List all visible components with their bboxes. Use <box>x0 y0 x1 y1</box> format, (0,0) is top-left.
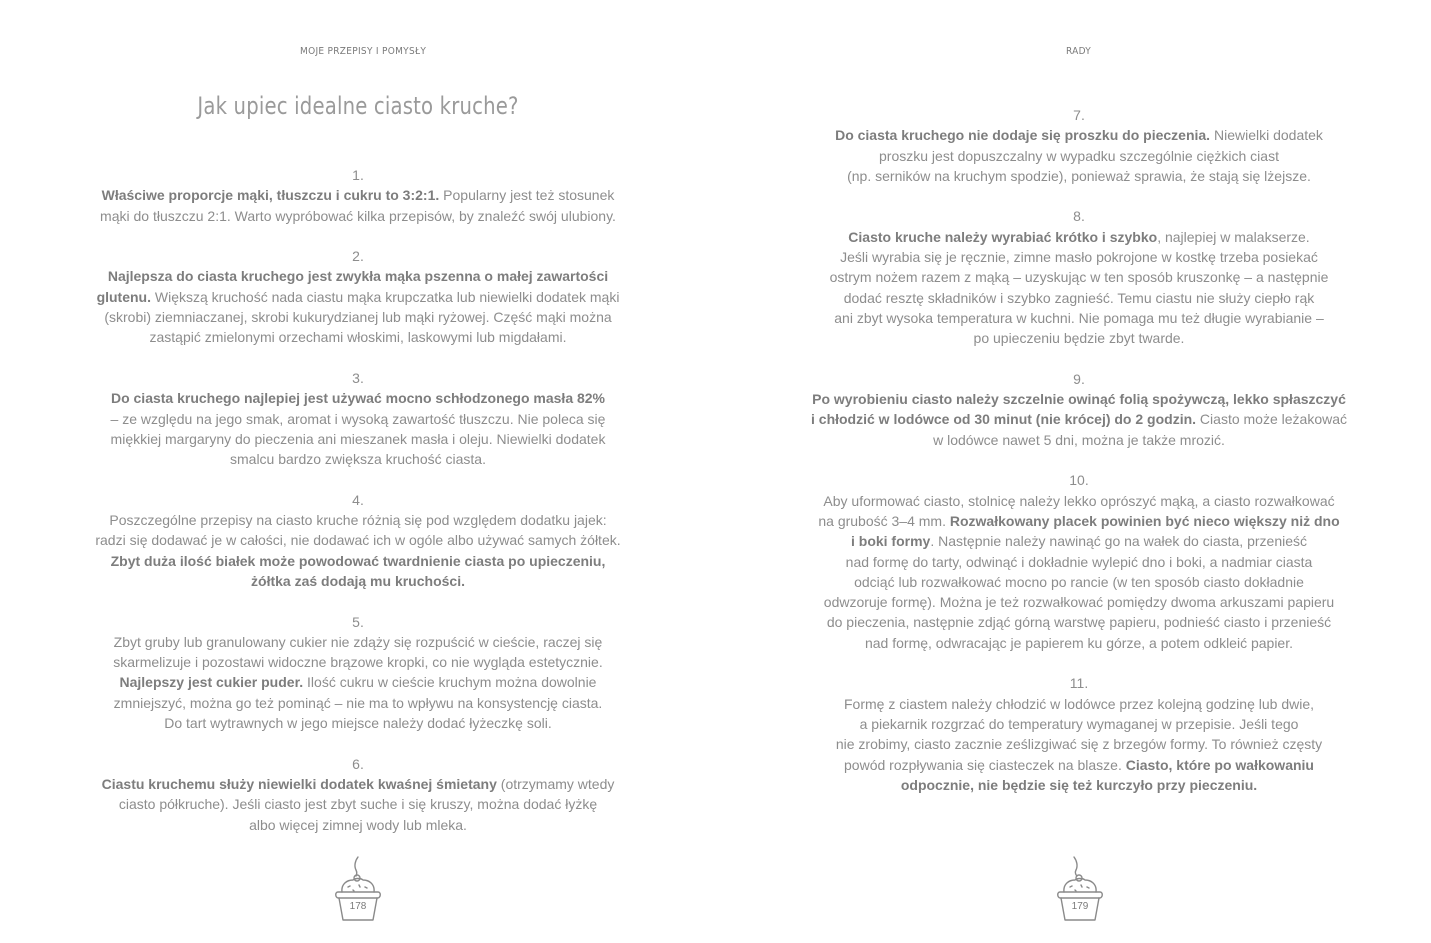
page-number: 178 <box>349 901 367 912</box>
tip-line <box>809 308 1349 328</box>
tip-text: odwzoruje formę). Można je też rozwałkować pomiędzy dwoma arkuszami papieru <box>823 594 1335 611</box>
tip-text: Popularny jest też stosunek <box>439 187 615 204</box>
tip-item <box>809 673 1349 795</box>
tip-bold-text: Po wyrobieniu ciasto należy szczelnie owinąć folią spożywczą, lekko spłaszczyć <box>812 391 1346 408</box>
running-head: MOJE PRZEPISY I POMYSŁY <box>300 46 427 57</box>
tip-bold-text: glutenu. <box>96 288 151 305</box>
tip-line <box>84 652 632 672</box>
tip-text: nie zrobimy, ciasto zacznie ześlizgiwać się z brzegów formy. To również częsty <box>835 736 1323 753</box>
tip-line <box>84 774 632 794</box>
tip-number: 11. <box>1069 675 1089 692</box>
tip-text: miękkiej margaryny do pieczenia ani mieszanek masła i oleju. Niewielki dodatek <box>110 430 606 447</box>
tip-text: . Następnie należy nawinąć go na wałek do ciasta, przenieść <box>930 533 1308 550</box>
tip-text: do pieczenia, następnie zdjąć górną warstwę papieru, podnieść ciasto i przenieść <box>826 614 1332 631</box>
tip-text: Jeśli wyrabia się je ręcznie, zimne masło pokrojone w kostkę trzeba posiekać <box>840 249 1318 266</box>
tip-item <box>84 368 632 469</box>
tip-line <box>84 530 632 550</box>
tip-text: Ciasto może leżakować <box>1196 411 1347 428</box>
tip-text: Niewielki dodatek <box>1210 127 1323 144</box>
tip-bold-text: i boki formy <box>850 533 931 550</box>
tip-line <box>84 327 632 347</box>
tip-line <box>84 388 632 408</box>
tip-text: Ilość cukru w cieście kruchym można dowolnie <box>303 674 597 691</box>
tip-line <box>84 409 632 429</box>
tip-line <box>84 449 632 469</box>
tip-line <box>84 815 632 835</box>
tip-number: 8. <box>1073 208 1085 225</box>
tip-item <box>84 165 632 226</box>
tip-line <box>84 429 632 449</box>
tip-bold-text: żółtka zaś dodają mu kruchości. <box>251 572 465 589</box>
tip-bold-text: Ciastu kruchemu służy niewielki dodatek kwaśnej śmietany <box>101 775 497 792</box>
tip-item <box>809 470 1349 653</box>
tip-item <box>84 612 632 734</box>
tip-line <box>809 409 1349 429</box>
tips-column <box>84 165 632 855</box>
tip-bold-text: Najlepsza do ciasta kruchego jest zwykła mąka pszenna o małej zawartości <box>107 268 609 285</box>
tip-line <box>84 510 632 530</box>
tip-line <box>809 146 1349 166</box>
tip-line <box>84 185 632 205</box>
tip-text: powód rozpływania się ciasteczek na blasze. <box>844 756 1126 773</box>
tip-text: w lodówce nawet 5 dni, można je także mrozić. <box>933 431 1225 448</box>
tip-number: 2. <box>352 248 364 265</box>
tip-text: skarmelizuje i pozostawi widoczne brązowe kropki, co nie wygląda estetycznie. <box>113 654 603 671</box>
page-number-ornament <box>1054 856 1106 924</box>
tip-text: smalcu bardzo zwiększa kruchość ciasta. <box>230 451 486 468</box>
tip-text: mąki do tłuszczu 2:1. Warto wypróbować kilka przepisów, by znaleźć swój ulubiony. <box>100 207 616 224</box>
tip-line <box>809 267 1349 287</box>
tip-text: (np. serników na kruchym spodzie), ponieważ sprawia, że stają się lżejsze. <box>847 167 1311 184</box>
tip-line <box>84 551 632 571</box>
tip-item <box>84 490 632 591</box>
tip-line <box>809 572 1349 592</box>
tip-line <box>809 491 1349 511</box>
tip-number: 3. <box>352 369 364 386</box>
tip-line <box>809 328 1349 348</box>
tip-line <box>84 266 632 286</box>
tip-bold-text: Rozwałkowany placek powinien być nieco większy niż dno <box>949 512 1340 529</box>
tip-line <box>809 166 1349 186</box>
tip-line <box>809 511 1349 531</box>
right-page <box>716 0 1431 943</box>
tip-text: , najlepiej w malakserze. <box>1157 228 1310 245</box>
page-number: 179 <box>1071 901 1089 912</box>
tip-line <box>809 592 1349 612</box>
tip-bold-text: Najlepszy jest cukier puder. <box>119 674 304 691</box>
tip-number: 9. <box>1073 370 1085 387</box>
tip-line <box>809 612 1349 632</box>
tip-text: Aby uformować ciasto, stolnicę należy lekko oprószyć mąką, a ciasto rozwałkować <box>823 492 1335 509</box>
tip-line <box>809 755 1349 775</box>
tip-number: 4. <box>352 491 364 508</box>
tip-text: nad formę do tarty, odwinąć i dokładnie wylepić dno i boki, a nadmiar ciasta <box>845 553 1313 570</box>
running-head: RADY <box>1066 46 1092 57</box>
tip-line <box>809 125 1349 145</box>
tip-text: radzi się dodawać je w całości, nie dodawać ich w ogóle albo używać samych żółtek. <box>95 532 621 549</box>
tip-text: proszku jest dopuszczalny w wypadku szczególnie ciężkich ciast <box>879 147 1279 164</box>
tip-text: Do tart wytrawnych w jego miejsce należy dodać łyżeczkę soli. <box>164 715 552 732</box>
tip-text: ostrym nożem razem z mąką – uzyskując w ten sposób kruszonkę – a następnie <box>829 269 1329 286</box>
tip-text: odciąć lub rozwałkować mocno po rancie (w ten sposób ciasto dokładnie <box>854 573 1304 590</box>
tip-text: zastąpić zmielonymi orzechami włoskimi, laskowymi lub migdałami. <box>149 329 567 346</box>
tip-text: (skrobi) ziemniaczanej, skrobi kukurydzianej lub mąki ryżowej. Część mąki można <box>104 309 612 326</box>
tip-line <box>809 714 1349 734</box>
tip-text: ciasto półkruche). Jeśli ciasto jest zbyt suche i się kruszy, można dodać łyżkę <box>118 796 598 813</box>
tip-text: (otrzymamy wtedy <box>496 775 615 792</box>
tip-bold-text: Do ciasta kruchego najlepiej jest używać mocno schłodzonego masła 82% <box>110 390 606 407</box>
tip-text: Zbyt gruby lub granulowany cukier nie zdąży się rozpuścić w cieście, raczej się <box>113 633 603 650</box>
tip-bold-text: Właściwe proporcje mąki, tłuszczu i cukru to 3:2:1. <box>101 187 440 204</box>
tip-text: po upieczeniu będzie zbyt twarde. <box>973 330 1185 347</box>
tip-line <box>809 288 1349 308</box>
tip-item <box>809 105 1349 186</box>
tip-line <box>84 206 632 226</box>
tip-bold-text: odpocznie, nie będzie się też kurczyło przy pieczeniu. <box>900 776 1258 793</box>
tip-line <box>809 430 1349 450</box>
tip-number: 1. <box>352 167 364 183</box>
tip-text: nad formę, odwracając je papierem ku górze, a potem odkleić papier. <box>864 634 1293 651</box>
tip-line <box>84 794 632 814</box>
tip-item <box>84 754 632 835</box>
tip-text: albo więcej zimnej wody lub mleka. <box>249 816 467 833</box>
tip-bold-text: Ciasto kruche należy wyrabiać krótko i szybko <box>848 228 1158 245</box>
page-title: Jak upiec idealne ciasto kruche? <box>197 92 519 120</box>
cupcake-icon <box>1054 856 1106 924</box>
tip-number: 7. <box>1073 107 1085 123</box>
cupcake-icon <box>332 856 384 924</box>
tip-line <box>84 672 632 692</box>
tip-number: 5. <box>352 613 364 630</box>
tip-number: 10. <box>1069 472 1089 489</box>
tip-bold-text: Do ciasta kruchego nie dodaje się proszku do pieczenia. <box>835 127 1211 144</box>
tip-text: ani zbyt wysoka temperatura w kuchni. Nie pomaga mu też długie wyrabianie – <box>834 309 1324 326</box>
tip-line <box>809 531 1349 551</box>
tip-bold-text: Ciasto, które po wałkowaniu <box>1125 756 1314 773</box>
tips-column <box>809 105 1349 815</box>
tip-text: a piekarnik rozgrzać do temperatury wymaganej w przepisie. Jeśli tego <box>859 715 1299 732</box>
tip-line <box>84 713 632 733</box>
tip-line <box>809 633 1349 653</box>
tip-text: – ze względu na jego smak, aromat i wysoką zawartość tłuszczu. Nie poleca się <box>110 410 606 427</box>
tip-bold-text: i chłodzić w lodówce od 30 minut (nie krócej) do 2 godzin. <box>811 411 1197 428</box>
tip-line <box>84 571 632 591</box>
tip-item <box>809 206 1349 348</box>
tip-text: Formę z ciastem należy chłodzić w lodówce przez kolejną godzinę lub dwie, <box>844 695 1314 712</box>
tip-line <box>84 632 632 652</box>
tip-bold-text: Zbyt duża ilość białek może powodować twardnienie ciasta po upieczeniu, <box>110 552 606 569</box>
tip-item <box>84 246 632 347</box>
tip-line <box>809 227 1349 247</box>
tip-text: zmniejszyć, można go też pominąć – nie ma to wpływu na konsystencję ciasta. <box>113 694 603 711</box>
tip-line <box>84 287 632 307</box>
tip-line <box>809 552 1349 572</box>
tip-line <box>84 693 632 713</box>
tip-item <box>809 369 1349 450</box>
tip-text: Poszczególne przepisy na ciasto kruche różnią się pod względem dodatku jajek: <box>109 512 607 529</box>
tip-line <box>809 389 1349 409</box>
page-number-ornament <box>332 856 384 924</box>
tip-line <box>809 734 1349 754</box>
tip-line <box>84 307 632 327</box>
tip-line <box>809 247 1349 267</box>
tip-text: Większą kruchość nada ciastu mąka krupczatka lub niewielki dodatek mąki <box>151 288 620 305</box>
tip-line <box>809 694 1349 714</box>
tip-line <box>809 775 1349 795</box>
tip-text: dodać resztę składników i szybko zagnieść. Temu ciastu nie służy ciepło rąk <box>843 289 1315 306</box>
tip-number: 6. <box>352 755 364 772</box>
tip-text: na grubość 3–4 mm. <box>818 512 950 529</box>
